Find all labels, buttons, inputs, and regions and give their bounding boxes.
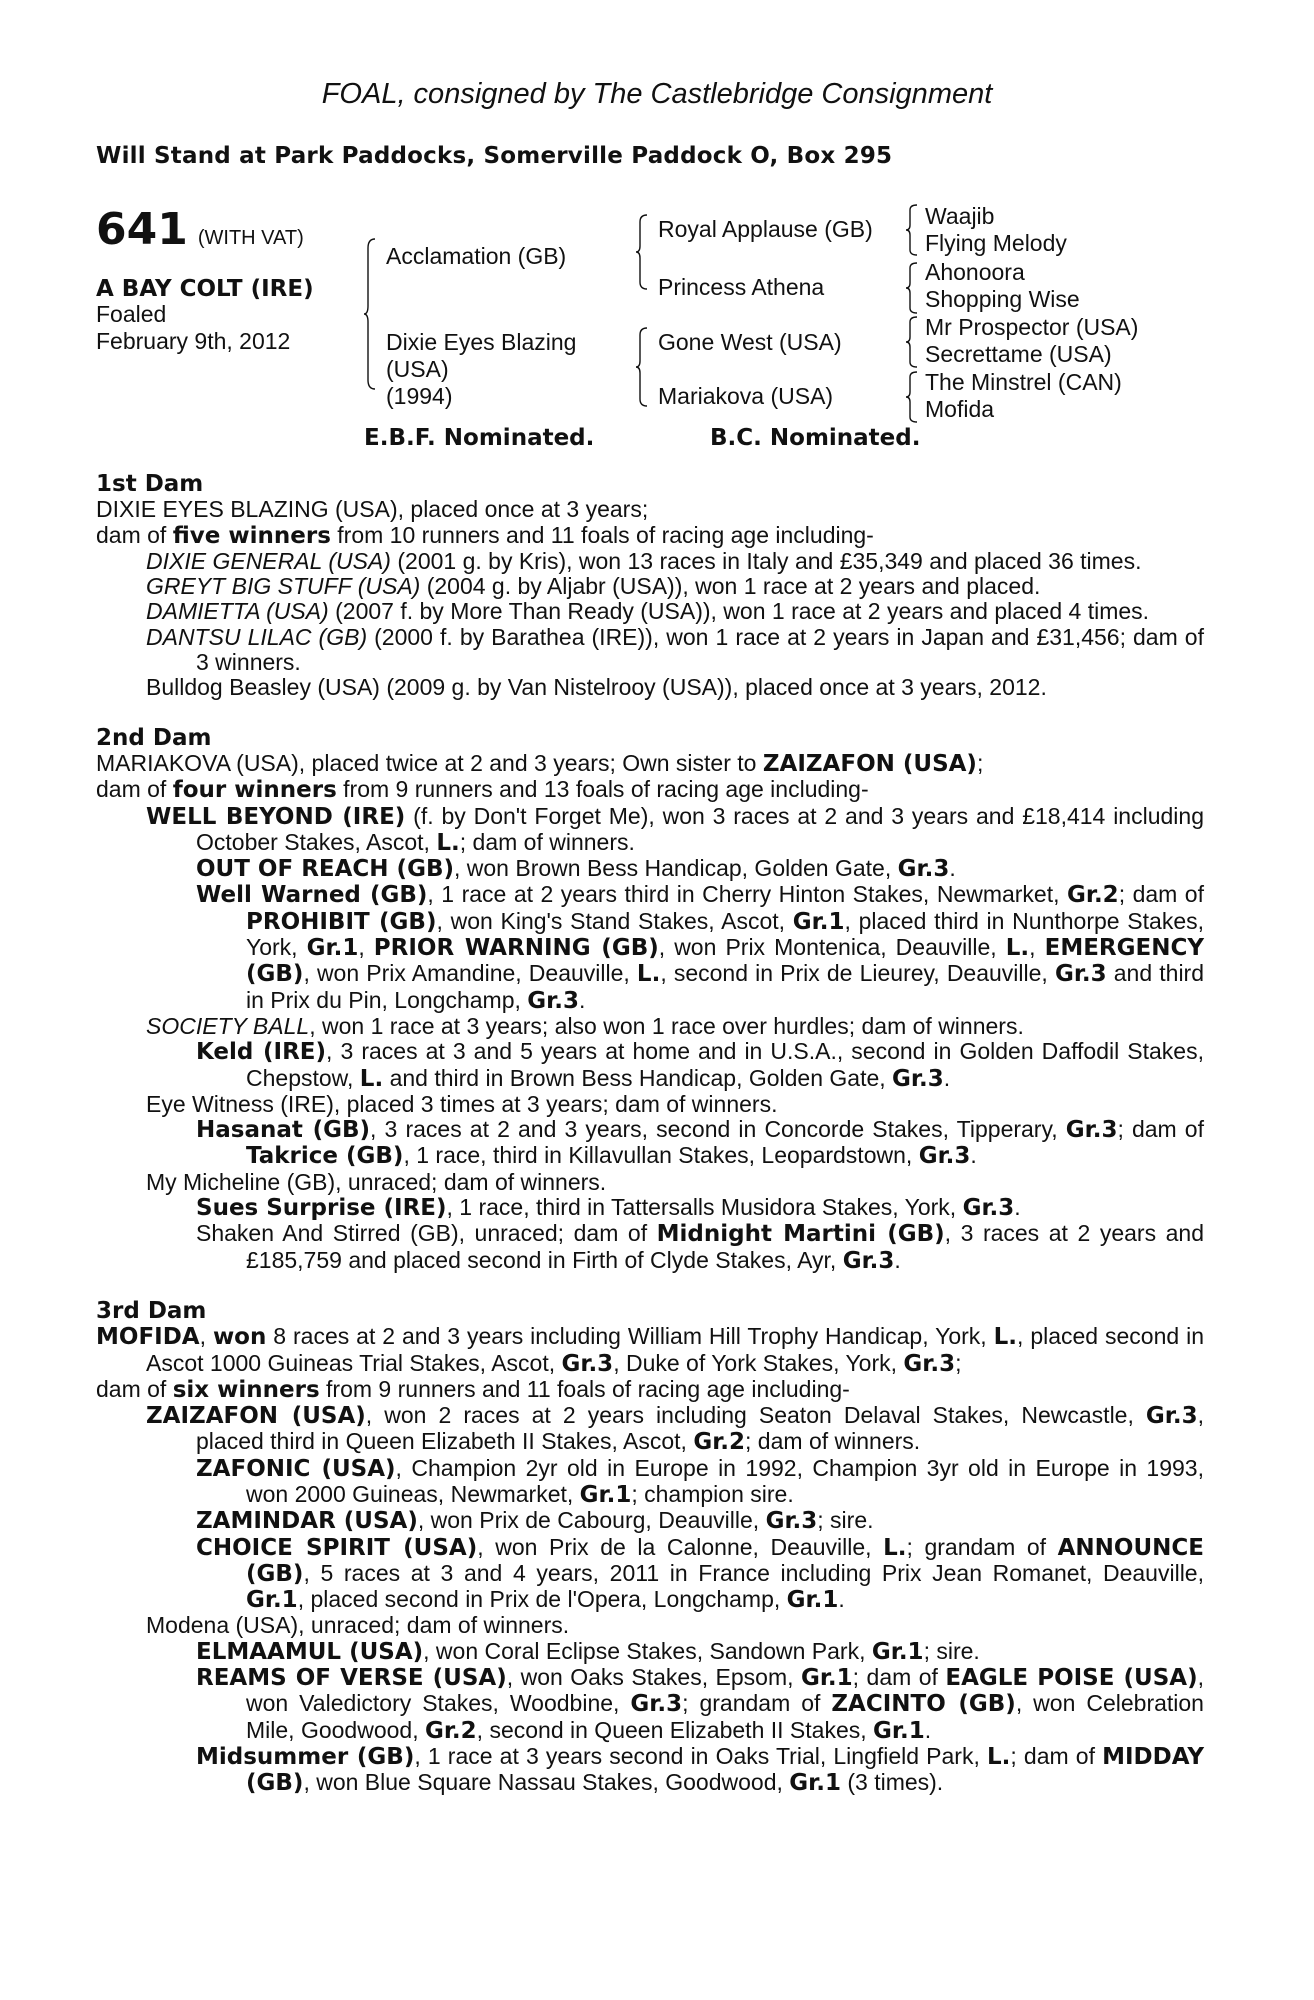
- produce-entry: My Micheline (GB), unraced; dam of winners.: [146, 1168, 607, 1195]
- brace-gen1: [364, 238, 376, 390]
- vat-note: (WITH VAT): [197, 227, 304, 249]
- dam-country: (USA): [386, 356, 449, 382]
- ss-dam: Flying Melody: [925, 230, 1067, 256]
- ds-sire: Mr Prospector (USA): [925, 314, 1139, 340]
- produce-entry: OUT OF REACH (GB), won Brown Bess Handicap, Golden Gate, Gr.3.: [196, 855, 956, 883]
- page-title: FOAL, consigned by The Castlebridge Consignment: [321, 78, 993, 110]
- dd-sire: The Minstrel (CAN): [925, 369, 1122, 395]
- second-dam-heading: 2nd Dam: [96, 724, 212, 751]
- third-dam-heading: 3rd Dam: [96, 1297, 207, 1324]
- produce-entry: DAMIETTA (USA) (2007 f. by More Than Ready (USA)), won 1 race at 2 years and placed 4 times.: [146, 598, 1150, 625]
- ds-dam: Secrettame (USA): [925, 341, 1112, 367]
- produce-entry: ZAMINDAR (USA), won Prix de Cabourg, Deauville, Gr.3; sire.: [196, 1507, 874, 1535]
- brace-ss: [906, 204, 918, 256]
- produce-entry: REAMS OF VERSE (USA), won Oaks Stakes, Epsom, Gr.1; dam of EAGLE POISE (USA), won Valedictory Stakes, Woodbine, Gr.3; grandam of ZACINTO (GB), won Celebration Mile, Goodwood, Gr.2, second in Queen Elizabeth II Stakes, Gr.1.: [196, 1664, 1204, 1744]
- produce-entry: DANTSU LILAC (GB) (2000 f. by Barathea (IRE)), won 1 race at 2 years in Japan and £31,456; dam of 3 winners.: [146, 623, 1204, 676]
- produce-entry: Eye Witness (IRE), placed 3 times at 3 years; dam of winners.: [146, 1090, 778, 1117]
- lot-header: [96, 204, 304, 255]
- produce-entry: DIXIE GENERAL (USA) (2001 g. by Kris), won 13 races in Italy and £35,349 and placed 36 times.: [146, 547, 1142, 574]
- second-dam-line: MARIAKOVA (USA), placed twice at 2 and 3 years; Own sister to ZAIZAFON (USA);: [96, 749, 984, 777]
- dam-name: Dixie Eyes Blazing: [386, 329, 577, 355]
- first-dam-line: DIXIE EYES BLAZING (USA), placed once at 3 years;: [96, 496, 649, 523]
- ss-sire: Waajib: [925, 203, 995, 229]
- produce-entry: Bulldog Beasley (USA) (2009 g. by Van Nistelrooy (USA)), placed once at 3 years, 2012.: [146, 674, 1047, 701]
- sire-sire: Royal Applause (GB): [658, 216, 873, 242]
- produce-entry: ZAIZAFON (USA), won 2 races at 2 years including Seaton Delaval Stakes, Newcastle, Gr.3, placed third in Queen Elizabeth II Stakes, Ascot, Gr.2; dam of winners.: [146, 1402, 1204, 1456]
- produce-entry: Shaken And Stirred (GB), unraced; dam of Midnight Martini (GB), 3 races at 2 years and £185,759 and placed second in Firth of Clyde Stakes, Ayr, Gr.3.: [196, 1220, 1204, 1274]
- produce-entry: WELL BEYOND (IRE) (f. by Don't Forget Me), won 3 races at 2 and 3 years and £18,414 including October Stakes, Ascot, L.; dam of winners.: [146, 802, 1204, 856]
- brace-sd: [906, 262, 918, 314]
- lot-name: A BAY COLT (IRE): [96, 276, 314, 302]
- sd-sire: Ahonoora: [925, 259, 1025, 285]
- dd-dam: Mofida: [925, 396, 995, 422]
- sd-dam: Shopping Wise: [925, 286, 1080, 312]
- brace-dd: [906, 371, 918, 423]
- produce-entry: ZAFONIC (USA), Champion 2yr old in Europe in 1992, Champion 3yr old in Europe in 1993, won 2000 Guineas, Newmarket, Gr.1; champion sire.: [196, 1454, 1204, 1508]
- third-dam-line: MOFIDA, won 8 races at 2 and 3 years including William Hill Trophy Handicap, York, L., placed second in Ascot 1000 Guineas Trial Stakes, Ascot, Gr.3, Duke of York Stakes, York, Gr.3;: [96, 1323, 1205, 1377]
- dam: [386, 329, 576, 410]
- dam-sire: Gone West (USA): [658, 329, 842, 355]
- second-dam-summary: dam of four winners from 9 runners and 13 foals of racing age including-: [96, 776, 869, 804]
- first-dam-heading: 1st Dam: [96, 471, 204, 497]
- bc-nominated: B.C. Nominated.: [710, 425, 921, 451]
- produce-entry: Modena (USA), unraced; dam of winners.: [146, 1612, 570, 1639]
- lot-number: 641: [96, 204, 188, 255]
- foaled-info: [96, 301, 290, 355]
- third-dam-summary: dam of six winners from 9 runners and 11 foals of racing age including-: [96, 1375, 850, 1403]
- brace-sire: [636, 214, 648, 290]
- produce-entry: CHOICE SPIRIT (USA), won Prix de la Calonne, Deauville, L.; grandam of ANNOUNCE (GB), 5 races at 3 and 4 years, 2011 in France including Prix Jean Romanet, Deauville, Gr.1, placed second in Prix de l'Opera, Longchamp, Gr.1.: [196, 1533, 1204, 1614]
- produce-entry: GREYT BIG STUFF (USA) (2004 g. by Aljabr (USA)), won 1 race at 2 years and placed.: [146, 573, 1041, 600]
- stand-location: Will Stand at Park Paddocks, Somerville Paddock O, Box 295: [96, 143, 893, 169]
- produce-entry: Well Warned (GB), 1 race at 2 years third in Cherry Hinton Stakes, Newmarket, Gr.2; dam of PROHIBIT (GB), won King's Stand Stakes, Ascot, Gr.1, placed third in Nunthorpe Stakes, York, Gr.1, PRIOR WARNING (GB), won Prix Montenica, Deauville, L., EMERGENCY (GB), won Prix Amandine, Deauville, L., second in Prix de Lieurey, Deauville, Gr.3 and third in Prix du Pin, Longchamp, Gr.3.: [196, 881, 1205, 1014]
- brace-dam: [636, 327, 648, 407]
- dam-dam: Mariakova (USA): [658, 383, 834, 409]
- foaled-date: February 9th, 2012: [96, 328, 291, 354]
- sire-dam: Princess Athena: [658, 274, 825, 300]
- foaled-label: Foaled: [96, 301, 167, 327]
- sire: Acclamation (GB): [386, 243, 567, 269]
- produce-entry: Hasanat (GB), 3 races at 2 and 3 years, second in Concorde Stakes, Tipperary, Gr.3; dam of Takrice (GB), 1 race, third in Killavullan Stakes, Leopardstown, Gr.3.: [196, 1116, 1204, 1170]
- produce-entry: ELMAAMUL (USA), won Coral Eclipse Stakes, Sandown Park, Gr.1; sire.: [196, 1637, 980, 1665]
- first-dam-summary: dam of five winners from 10 runners and 11 foals of racing age including-: [96, 521, 874, 549]
- produce-entry: Keld (IRE), 3 races at 3 and 5 years at home and in U.S.A., second in Golden Daffodil Stakes, Chepstow, L. and third in Brown Bess Handicap, Golden Gate, Gr.3.: [196, 1038, 1204, 1092]
- produce-entry: SOCIETY BALL, won 1 race at 3 years; also won 1 race over hurdles; dam of winners.: [146, 1012, 1024, 1039]
- dam-year: (1994): [386, 383, 453, 409]
- brace-ds: [906, 316, 918, 368]
- produce-entry: Midsummer (GB), 1 race at 3 years second in Oaks Trial, Lingfield Park, L.; dam of MIDDAY (GB), won Blue Square Nassau Stakes, Goodwood, Gr.1 (3 times).: [196, 1742, 1204, 1797]
- ebf-nominated: E.B.F. Nominated.: [364, 425, 595, 451]
- produce-entry: Sues Surprise (IRE), 1 race, third in Tattersalls Musidora Stakes, York, Gr.3.: [196, 1194, 1021, 1222]
- produce-record: [96, 472, 1204, 1797]
